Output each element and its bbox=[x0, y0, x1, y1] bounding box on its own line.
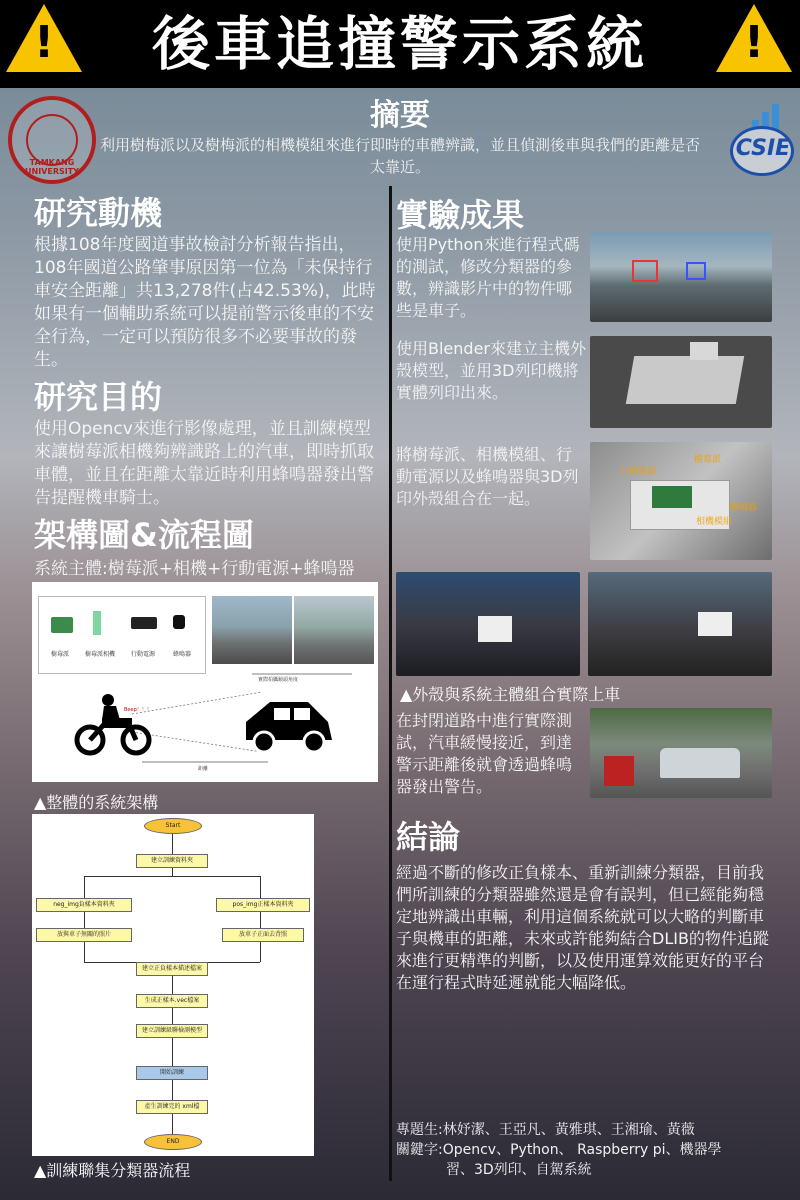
csie-logo: CSIE bbox=[726, 100, 798, 180]
flow-node: 放與車子無關的照片 bbox=[36, 928, 132, 942]
flow-node: 產生訓練完的 xml檔 bbox=[136, 1100, 208, 1114]
flow-node-start: Start bbox=[144, 818, 202, 834]
system-subject: 系統主體:樹莓派+相機+行動電源+蜂鳴器 bbox=[34, 559, 355, 579]
warning-icon: ! bbox=[6, 4, 82, 72]
assembly-photo bbox=[590, 442, 772, 560]
results-text-python: 使用Python來進行程式碼的測試，修改分類器的參數，辨識影片中的物件哪些是車子。 bbox=[396, 235, 580, 320]
installed-on-scooter-photo bbox=[588, 572, 772, 676]
flow-node: 放車子正面去背照 bbox=[222, 928, 304, 942]
road-test-photo bbox=[590, 708, 772, 798]
architecture-heading: 架構圖&流程圖 bbox=[34, 516, 254, 554]
component-label: 樹莓派相機 bbox=[85, 651, 116, 658]
photo-label: 行動電源 bbox=[620, 467, 657, 477]
credits-keywords-1: 關鍵字:Opencv、Python、 Raspberry pi、機器學 bbox=[396, 1142, 722, 1158]
purpose-heading: 研究目的 bbox=[34, 378, 163, 416]
flow-node: 建立訓練級聯檢測模型 bbox=[136, 1024, 208, 1038]
motivation-heading: 研究動機 bbox=[34, 194, 163, 232]
photo-label: 蜂鳴器 bbox=[730, 503, 758, 513]
component-label: 樹莓派 bbox=[51, 651, 70, 658]
flow-node: 生成正樣本.vec檔案 bbox=[136, 994, 208, 1008]
tku-logo: TAMKANG UNIVERSITY bbox=[8, 96, 96, 184]
flow-node: neg_img負樣本資料夾 bbox=[36, 898, 132, 912]
photo-label: 相機模組 bbox=[696, 517, 733, 527]
system-architecture-diagram bbox=[32, 582, 378, 782]
results-text-blender: 使用Blender來建立主機外殼模型，並用3D列印機將實體列印出來。 bbox=[396, 339, 586, 402]
installed-on-scooter-photo bbox=[396, 572, 580, 676]
detection-screenshot bbox=[590, 232, 772, 322]
motivation-text: 根據108年度國道事故檢討分析報告指出，108年國道公路肇事原因第一位為「未保持行車安全距離」共13,278件(占42.53%)，此時如果有一個輔助系統可以提前警示後車的不安全行為，一定可以預防很多不必要事故的發生。 bbox=[34, 235, 376, 370]
conclusion-text: 經過不斷的修改正負樣本、重新訓練分類器，目前我們所訓練的分類器雖然還是會有誤判，但已經能夠穩定地辨識出車輛，利用這個系統就可以大略的判斷車子與機車的距離，未來或許能夠結合DLIB的物件追蹤來進行更精準的判斷，以及使用運算效能更好的平台在運行程式時延遲就能大幅降低。 bbox=[396, 863, 769, 992]
abstract-text: 利用樹梅派以及樹梅派的相機模組來進行即時的車體辨識，並且偵測後車與我們的距離是否太靠近。 bbox=[100, 136, 701, 176]
architecture-caption: ▲整體的系統架構 bbox=[34, 793, 159, 812]
flow-node-end: END bbox=[144, 1134, 202, 1150]
results-heading: 實驗成果 bbox=[396, 196, 525, 234]
component-label: 行動電源 bbox=[131, 651, 156, 658]
component-label: 蜂鳴器 bbox=[173, 651, 192, 658]
conclusion-heading: 結論 bbox=[396, 818, 461, 856]
photo-label: 樹莓派 bbox=[694, 455, 722, 465]
results-text-road-test: 在封閉道路中進行實際測試，汽車緩慢接近，到達警示距離後就會透過蜂鳴器發出警告。 bbox=[396, 711, 573, 796]
column-divider bbox=[389, 186, 392, 1181]
results-text-assembly: 將樹莓派、相機模組、行動電源以及蜂鳴器與3D列印外殼組合在一起。 bbox=[396, 445, 579, 508]
flow-node: pos_img正樣本資料夾 bbox=[216, 898, 310, 912]
credits-keywords-2: 習、3D列印、自駕系統 bbox=[446, 1162, 592, 1178]
flowchart-caption: ▲訓練聯集分類器流程 bbox=[34, 1161, 191, 1180]
purpose-text: 使用Opencv來進行影像處理，並且訓練模型來讓樹莓派相機夠辨識路上的汽車，即時抓取車體，並且在距離太靠近時利用蜂鳴器發出警告提醒機車騎士。 bbox=[34, 419, 374, 508]
architecture-drawing bbox=[32, 582, 378, 782]
credits-students: 專題生:林妤潔、王亞凡、黃雅琪、王湘瑜、黃薇 bbox=[396, 1122, 695, 1138]
installation-caption: ▲外殼與系統主體組合實際上車 bbox=[400, 685, 621, 704]
flow-node: 建立訓練資料夾 bbox=[136, 854, 208, 868]
beep-label: Beep！！！ bbox=[124, 707, 152, 713]
warning-icon: ! bbox=[716, 4, 792, 72]
distance-label: 距離 bbox=[198, 766, 209, 772]
blender-model-image bbox=[590, 336, 772, 428]
flow-node: 開始訓練 bbox=[136, 1066, 208, 1080]
view-angle-label: 實際拍攝鏡頭角度 bbox=[258, 677, 299, 683]
training-flowchart bbox=[32, 814, 314, 1156]
abstract-heading: 摘要 bbox=[370, 98, 430, 133]
flow-node: 建立正負樣本描述檔案 bbox=[136, 962, 208, 976]
poster-title: 後車追撞警示系統 bbox=[151, 10, 648, 78]
